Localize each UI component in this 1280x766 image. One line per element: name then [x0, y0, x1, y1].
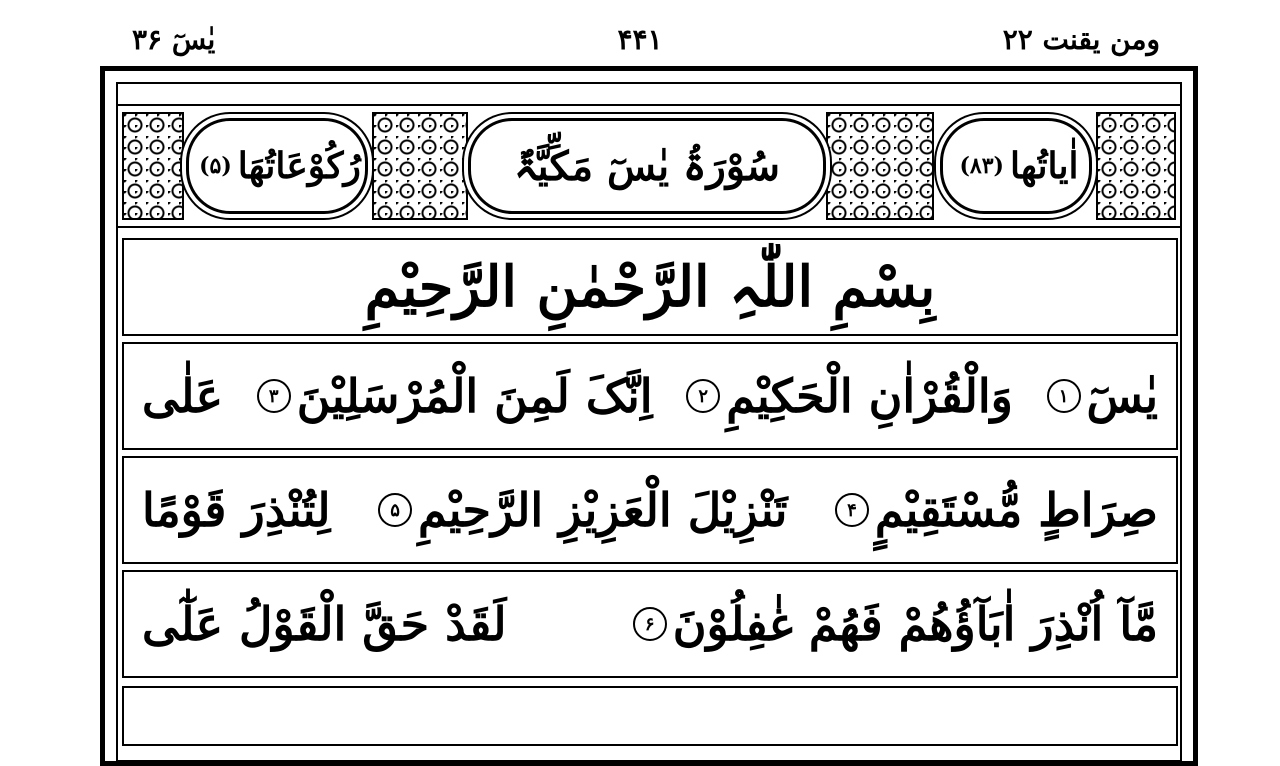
- surah-title: سُوْرَۃُ یٰسٓ مَکِّیَّۃٌ: [514, 142, 780, 190]
- ayah-end-marker-icon: ۱: [1047, 379, 1081, 413]
- ayah-end-marker-icon: ۶: [633, 607, 667, 641]
- ayah-end-marker-icon: ۵: [378, 493, 412, 527]
- verse-text: وَالْقُرْاٰنِ الْحَکِیْمِ: [726, 369, 1013, 423]
- verse-line-4-partial: [122, 686, 1178, 746]
- page-number: ۴۴۱: [617, 23, 663, 56]
- verse-text: اِنَّکَ لَمِنَ الْمُرْسَلِیْنَ: [296, 369, 653, 423]
- verse-segment: [372, 483, 787, 537]
- verse-text: لِتُنْذِرَ قَوْمًا: [142, 483, 331, 537]
- ornament-panel: [1096, 112, 1176, 220]
- verse-line-2: [122, 456, 1178, 564]
- verse-segment: [680, 369, 1013, 423]
- ornament-panel: [826, 112, 934, 220]
- bismillah-line: [122, 238, 1178, 336]
- ornament-panel: [372, 112, 468, 220]
- verse-text: عَلٰی: [142, 369, 224, 423]
- ruku-count-cartouche: [186, 118, 368, 214]
- ayah-end-marker-icon: ۳: [257, 379, 291, 413]
- header-surah-name: یٰسٓ ۳۶: [132, 23, 216, 56]
- verse-text: تَنْزِیْلَ الْعَزِیْزِ الرَّحِیْمِ: [418, 483, 788, 537]
- verse-segment: [142, 483, 331, 537]
- verse-line-1: [122, 342, 1178, 450]
- ruku-label: رُکُوْعَاتُھَا: [237, 145, 361, 187]
- ornament-panel: [122, 112, 184, 220]
- verse-text: یٰسٓ: [1086, 369, 1158, 423]
- verse-text: لَقَدْ حَقَّ الْقَوْلُ عَلٰٓی: [142, 597, 507, 651]
- verse-segment: [829, 483, 1158, 537]
- surah-title-cartouche: [468, 118, 826, 214]
- ayat-count-cartouche: [940, 118, 1092, 214]
- header-para-name: ومن یقنت ۲۲: [1002, 23, 1160, 56]
- verse-segment: [1041, 369, 1158, 423]
- verse-segment: [142, 597, 507, 651]
- ruku-count: (۵): [199, 153, 232, 179]
- verse-segment: [251, 369, 653, 423]
- ayat-label: اٰیاتُھا: [1009, 145, 1079, 187]
- ayah-end-marker-icon: ۴: [835, 493, 869, 527]
- verse-segment: [142, 369, 223, 423]
- verse-text: مَّآ اُنْذِرَ اٰبَآؤُھُمْ فَھُمْ غٰفِلُوْنَ: [672, 597, 1158, 651]
- ayah-end-marker-icon: ۲: [686, 379, 720, 413]
- bismillah-text: بِسْمِ اللّٰہِ الرَّحْمٰنِ الرَّحِیْمِ: [364, 254, 936, 320]
- verse-text: صِرَاطٍ مُّسْتَقِیْمٍ: [874, 483, 1158, 537]
- verse-line-3: [122, 570, 1178, 678]
- verse-segment: [627, 597, 1158, 651]
- ayat-count: (۸۳): [959, 153, 1004, 179]
